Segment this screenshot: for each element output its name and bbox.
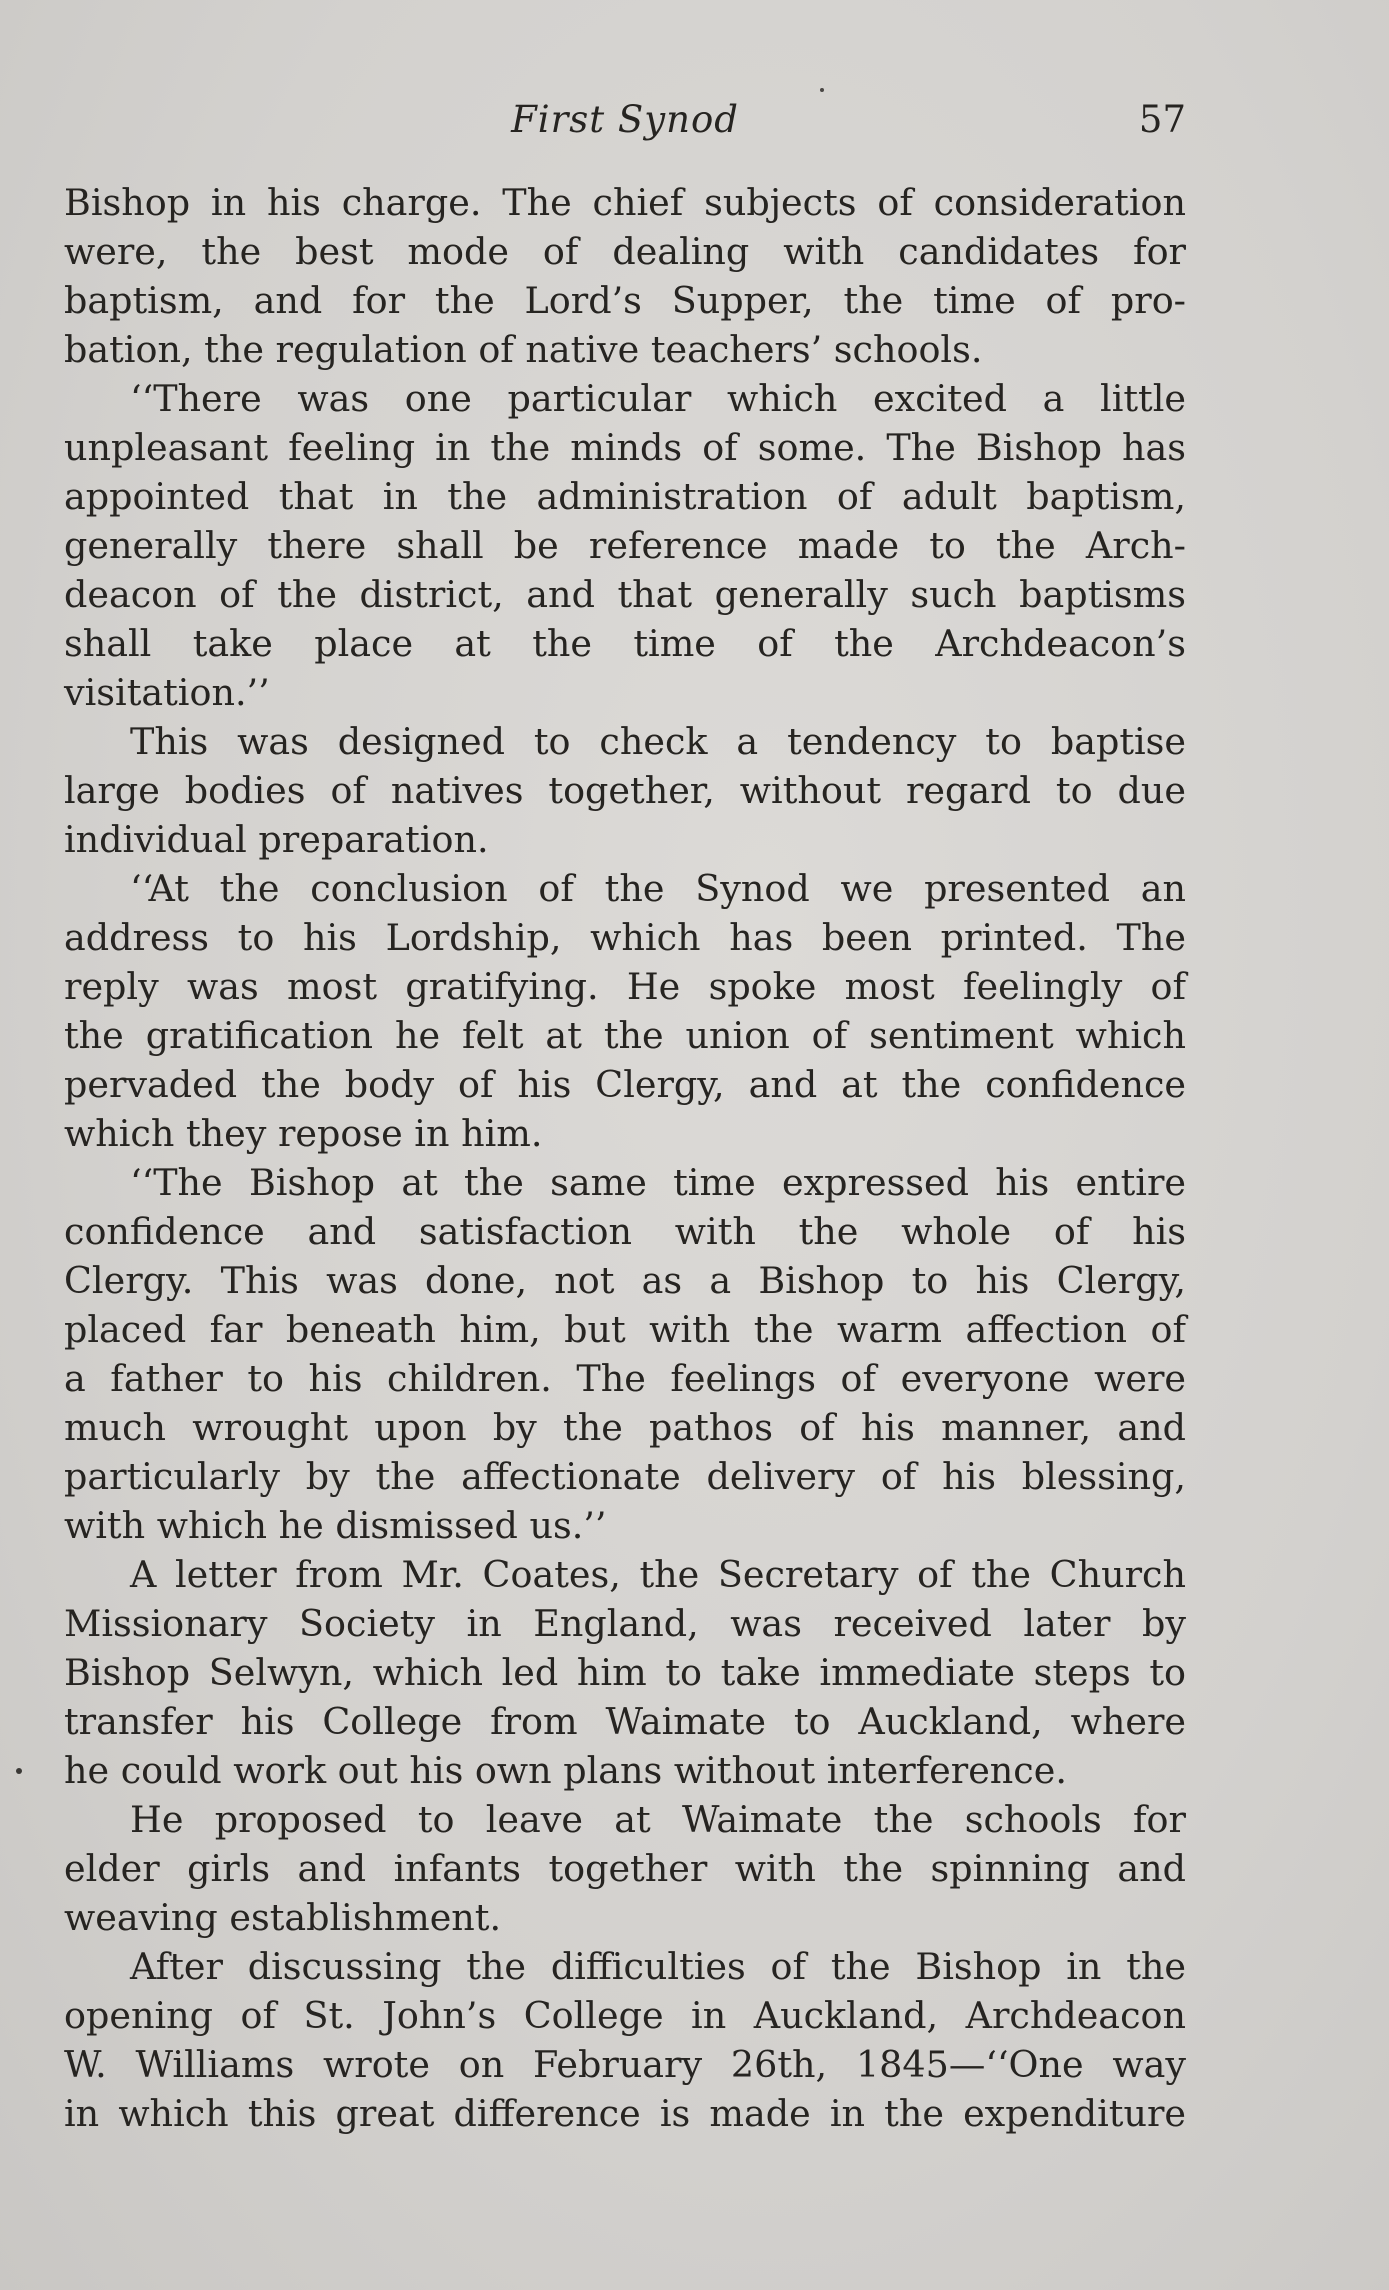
text-line: Clergy. This was done, not as a Bishop to his Clergy, — [64, 1259, 1186, 1302]
text-line: W. Williams wrote on February 26th, 1845—‘‘One way — [64, 2043, 1186, 2086]
text-line: pervaded the body of his Clergy, and at the confidence — [64, 1063, 1186, 1106]
text-line: appointed that in the administration of adult baptism, — [64, 475, 1186, 518]
text-line: baptism, and for the Lord’s Supper, the time of pro- — [64, 279, 1186, 322]
text-line: visitation.’’ — [64, 671, 270, 714]
text-line: placed far beneath him, but with the warm affection of — [64, 1308, 1186, 1351]
text-line: weaving establishment. — [64, 1896, 502, 1939]
text-line: bation, the regulation of native teachers’ schools. — [64, 328, 983, 371]
running-head — [64, 98, 1186, 150]
text-line: reply was most gratifying. He spoke most feelingly of — [64, 965, 1186, 1008]
text-line: This was designed to check a tendency to baptise — [130, 720, 1186, 763]
text-line: he could work out his own plans without interference. — [64, 1749, 1067, 1792]
text-line: transfer his College from Waimate to Auckland, where — [64, 1700, 1186, 1743]
text-line: shall take place at the time of the Archdeacon’s — [64, 622, 1186, 665]
text-line: the gratification he felt at the union of sentiment which — [64, 1014, 1186, 1057]
margin-dot — [16, 1768, 22, 1774]
text-line: ‘‘The Bishop at the same time expressed his entire — [130, 1161, 1186, 1204]
text-line: Missionary Society in England, was received later by — [64, 1602, 1186, 1645]
text-line: Bishop Selwyn, which led him to take immediate steps to — [64, 1651, 1186, 1694]
text-line: particularly by the affectionate delivery of his blessing, — [64, 1455, 1186, 1498]
text-line: address to his Lordship, which has been printed. The — [64, 916, 1186, 959]
text-line: ‘‘There was one particular which excited a little — [130, 377, 1186, 420]
text-line: elder girls and infants together with the spinning and — [64, 1847, 1186, 1890]
text-line: individual preparation. — [64, 818, 489, 861]
text-line: He proposed to leave at Waimate the schools for — [130, 1798, 1186, 1841]
text-line: ‘‘At the conclusion of the Synod we presented an — [130, 867, 1186, 910]
text-line: large bodies of natives together, without regard to due — [64, 769, 1186, 812]
text-line: unpleasant feeling in the minds of some. The Bishop has — [64, 426, 1186, 469]
text-line: in which this great difference is made in the expenditure — [64, 2092, 1186, 2135]
text-line: generally there shall be reference made to the Arch- — [64, 524, 1186, 567]
text-line: A letter from Mr. Coates, the Secretary of the Church — [130, 1553, 1186, 1596]
text-line: much wrought upon by the pathos of his manner, and — [64, 1406, 1186, 1449]
text-line: with which he dismissed us.’’ — [64, 1504, 607, 1547]
text-line: a father to his children. The feelings of everyone were — [64, 1357, 1186, 1400]
text-line: After discussing the difficulties of the Bishop in the — [130, 1945, 1186, 1988]
print-speck — [820, 88, 824, 92]
text-line: were, the best mode of dealing with candidates for — [64, 230, 1186, 273]
page-number: 57 — [1138, 98, 1186, 141]
body-text — [64, 178, 1186, 2138]
text-line: Bishop in his charge. The chief subjects of consideration — [64, 181, 1186, 224]
text-line: deacon of the district, and that generally such baptisms — [64, 573, 1186, 616]
text-line: opening of St. John’s College in Auckland, Archdeacon — [64, 1994, 1186, 2037]
text-line: which they repose in him. — [64, 1112, 543, 1155]
running-title: First Synod — [511, 98, 739, 141]
text-line: confidence and satisfaction with the whole of his — [64, 1210, 1186, 1253]
